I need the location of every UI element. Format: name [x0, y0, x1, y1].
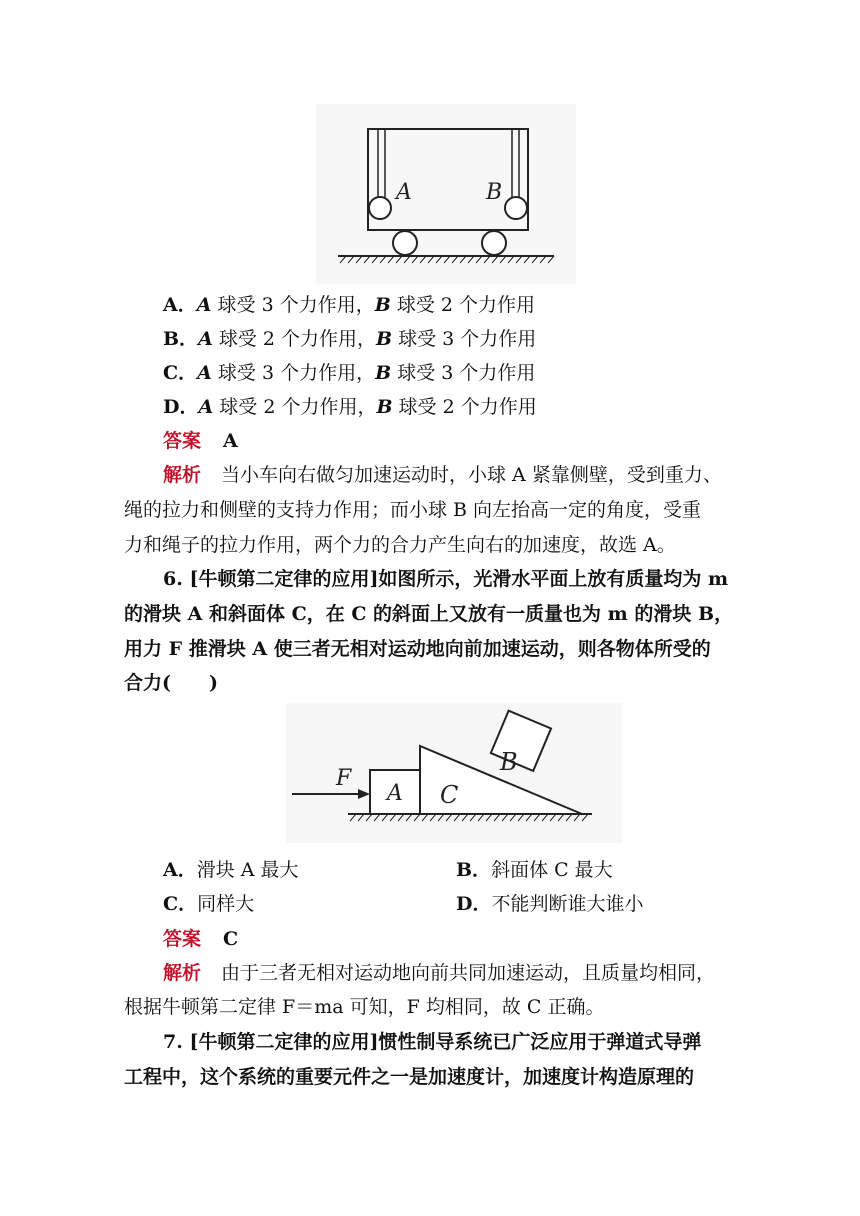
- label-c: C: [440, 781, 459, 809]
- label-b: B: [486, 180, 503, 205]
- ball-b: [505, 197, 527, 219]
- wheel-left: [393, 231, 417, 255]
- q6-analysis-line-2: 根据牛顿第二定律 F＝ma 可知，F 均相同，故 C 正确。: [124, 996, 605, 1018]
- q5-option-a: A．A 球受 3 个力作用，B 球受 2 个力作用: [163, 294, 535, 316]
- q7-stem-line-1: 7. [牛顿第二定律的应用]惯性制导系统已广泛应用于弹道式导弹: [163, 1031, 702, 1053]
- label-b2: B: [500, 748, 518, 776]
- slope-diagram: [286, 703, 622, 843]
- q6-stem-line-2: 的滑块 A 和斜面体 C，在 C 的斜面上又放有一质量也为 m 的滑块 B，: [124, 603, 734, 625]
- q6-stem-line-4: 合力( ): [124, 672, 218, 694]
- q6-option-c: C．同样大: [163, 893, 255, 915]
- q5-option-c: C．A 球受 3 个力作用，B 球受 3 个力作用: [163, 362, 536, 384]
- q6-answer: 答案 C: [163, 928, 239, 950]
- q6-analysis-line-1: 解析 由于三者无相对运动地向前共同加速运动，且质量均相同，: [163, 962, 716, 984]
- cart-figure: [316, 104, 576, 284]
- q5-analysis-line-1: 解析 当小车向右做匀加速运动时，小球 A 紧靠侧壁，受到重力、: [163, 464, 722, 486]
- q6-stem-line-1: 6. [牛顿第二定律的应用]如图所示，光滑水平面上放有质量均为 m: [163, 568, 729, 590]
- q6-stem-line-3: 用力 F 推滑块 A 使三者无相对运动地向前加速运动，则各物体所受的: [124, 638, 711, 660]
- label-f: F: [336, 766, 352, 791]
- q7-stem-line-2: 工程中，这个系统的重要元件之一是加速度计，加速度计构造原理的: [124, 1066, 695, 1088]
- q5-answer: 答案 A: [163, 430, 238, 452]
- cart-diagram: [316, 104, 576, 284]
- q6-option-d: D．不能判断谁大谁小: [456, 893, 644, 915]
- q5-analysis-line-2: 绳的拉力和侧壁的支持力作用；而小球 B 向左抬高一定的角度，受重: [124, 499, 702, 521]
- q5-option-b: B．A 球受 2 个力作用，B 球受 3 个力作用: [163, 328, 537, 350]
- q6-option-a: A．滑块 A 最大: [163, 859, 299, 881]
- q5-analysis-line-3: 力和绳子的拉力作用，两个力的合力产生向右的加速度，故选 A。: [124, 534, 676, 556]
- q5-option-d: D．A 球受 2 个力作用，B 球受 2 个力作用: [163, 396, 537, 418]
- q6-option-b: B．斜面体 C 最大: [456, 859, 613, 881]
- label-a: A: [396, 180, 412, 205]
- wheel-right: [482, 231, 506, 255]
- slope-figure: [286, 703, 622, 843]
- ball-a: [369, 197, 391, 219]
- label-a2: A: [387, 781, 403, 806]
